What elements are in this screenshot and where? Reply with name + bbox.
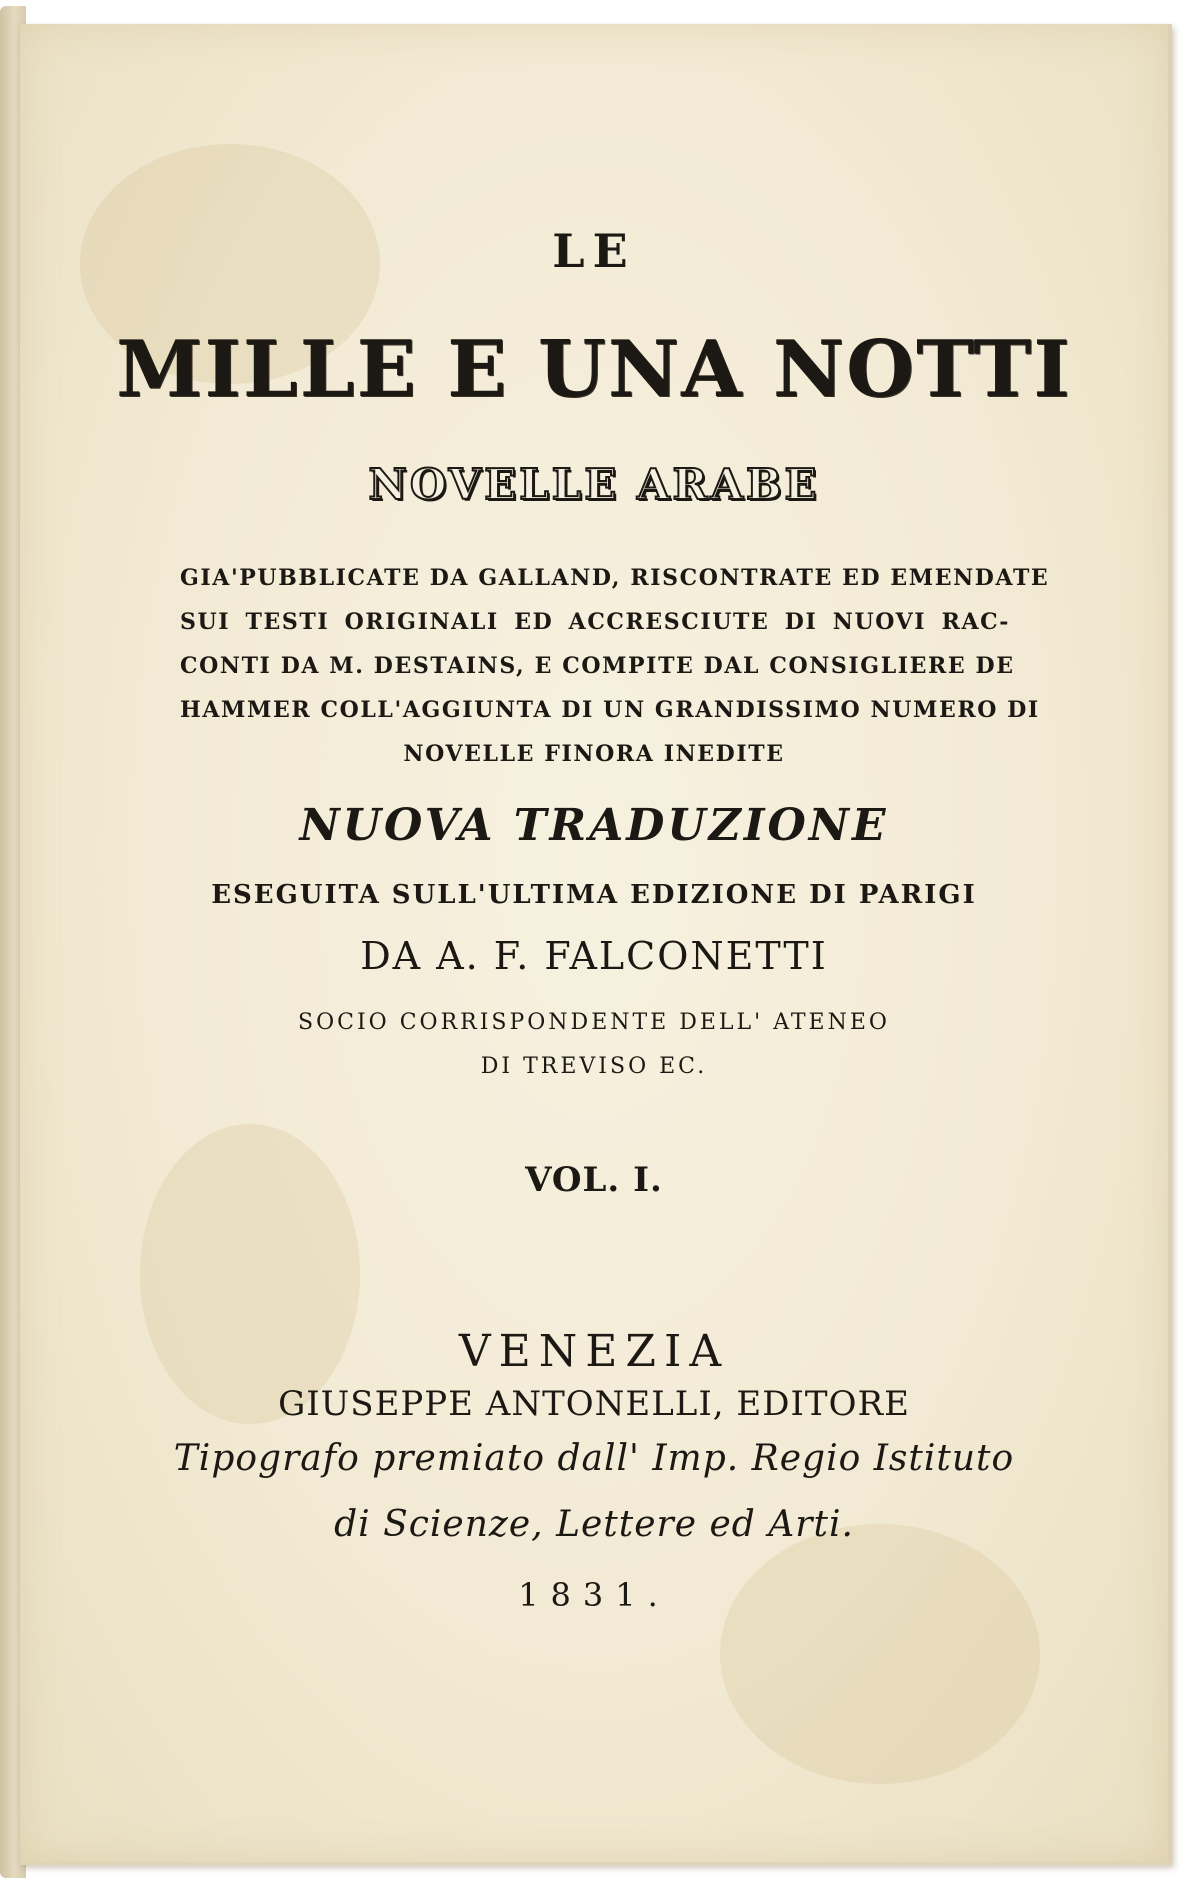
description-line: SUI TESTI ORIGINALI ED ACCRESCIUTE DI NUOVI RAC-: [180, 609, 1010, 635]
description-line: GIA'PUBBLICATE DA GALLAND, RISCONTRATE ED EMENDATE: [180, 565, 1050, 591]
book-title: MILLE E UNA NOTTI: [116, 324, 1072, 415]
title-article: LE: [552, 224, 636, 278]
publication-year: 1831.: [518, 1576, 670, 1614]
description-line: HAMMER COLL'AGGIUNTA DI UN GRANDISSIMO NUMERO DI: [180, 697, 1040, 723]
title-page: [20, 24, 1172, 1865]
volume-number: VOL. I.: [525, 1160, 663, 1200]
translation-note: ESEGUITA SULL'ULTIMA EDIZIONE DI PARIGI: [211, 880, 977, 910]
imprint-line: di Scienze, Lettere ed Arti.: [334, 1504, 854, 1545]
publisher-name: GIUSEPPE ANTONELLI, EDITORE: [278, 1384, 910, 1424]
publication-city: VENEZIA: [458, 1326, 730, 1377]
translator-role-city: DI TREVISO EC.: [480, 1054, 708, 1079]
imprint-line: Tipografo premiato dall' Imp. Regio Istituto: [173, 1438, 1015, 1479]
description-line: NOVELLE FINORA INEDITE: [403, 741, 785, 767]
foxing-stain: [720, 1524, 1040, 1784]
translator-role: SOCIO CORRISPONDENTE DELL' ATENEO: [298, 1010, 890, 1035]
translator-name: DA A. F. FALCONETTI: [360, 934, 828, 978]
description-line: CONTI DA M. DESTAINS, E COMPITE DAL CONSIGLIERE DE: [180, 653, 1015, 679]
translation-heading: NUOVA TRADUZIONE: [299, 800, 889, 851]
book-subtitle: NOVELLE ARABE: [368, 460, 820, 509]
